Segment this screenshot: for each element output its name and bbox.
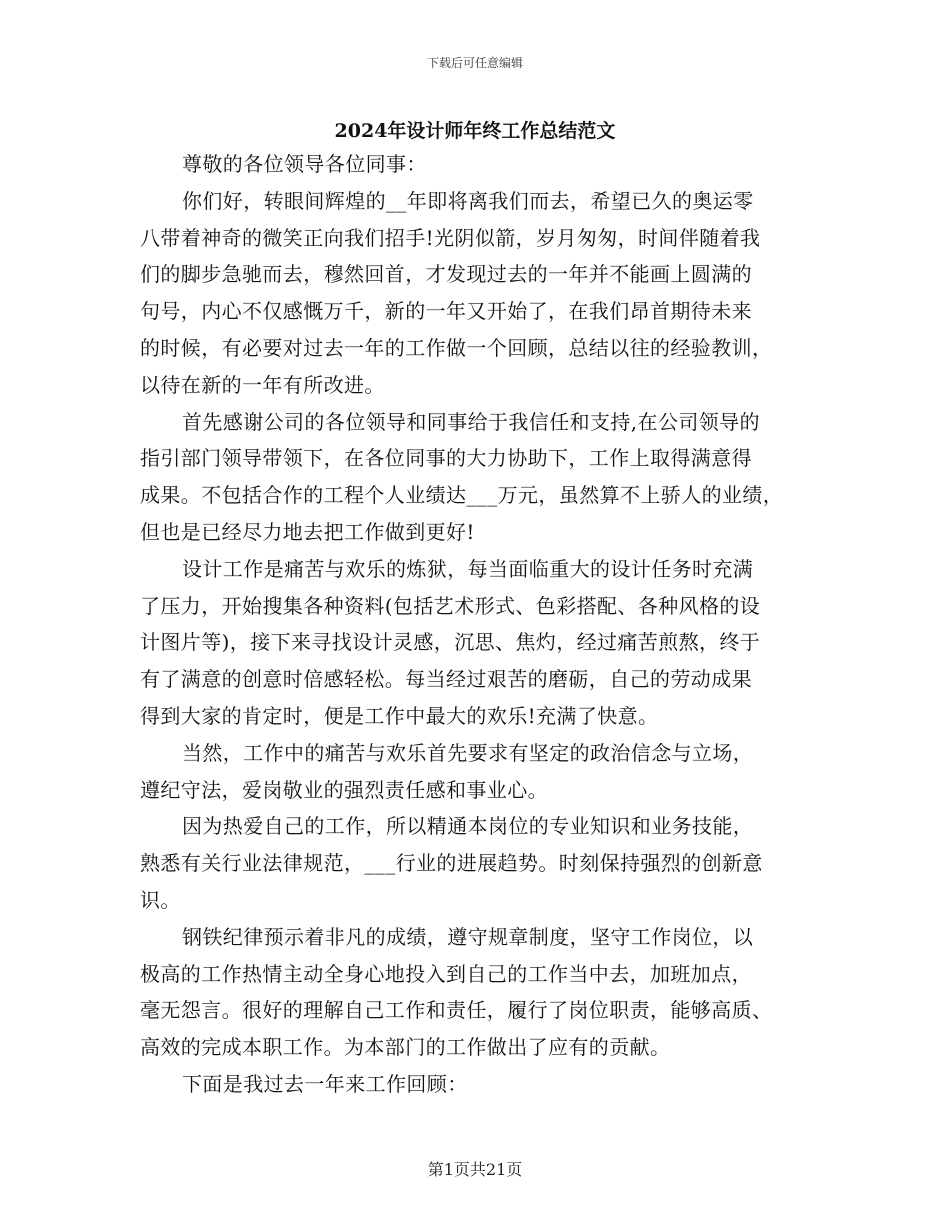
text-line: 下面是我过去一年来工作回顾： — [182, 1071, 468, 1096]
text-line: 成果。不包括合作的工程个人业绩达___万元，虽然算不上骄人的业绩， — [140, 483, 784, 508]
text-line: 因为热爱自己的工作，所以精通本岗位的专业知识和业务技能， — [182, 814, 754, 839]
text-line: 指引部门领导带领下，在各位同事的大力协助下，工作上取得满意得 — [140, 446, 752, 471]
page-number-footer: 第1页共21页 — [427, 1160, 523, 1179]
text-line: 得到大家的肯定时，便是工作中最大的欢乐!充满了快意。 — [140, 703, 659, 728]
text-line: 你们好，转眼间辉煌的__年即将离我们而去，希望已久的奥运零 — [182, 188, 754, 213]
text-line: 计图片等)，接下来寻找设计灵感，沉思、焦灼，经过痛苦煎熬，终于 — [140, 630, 761, 655]
text-line: 八带着神奇的微笑正向我们招手!光阴似箭，岁月匆匆，时间伴随着我 — [140, 225, 761, 250]
paragraph-belief — [140, 735, 812, 809]
header-note: 下载后可任意编辑 — [426, 56, 523, 70]
text-line: 了压力，开始搜集各种资料(包括艺术形式、色彩搭配、各种风格的设 — [140, 593, 761, 618]
paragraph-review-intro — [140, 1066, 812, 1103]
text-line: 毫无怨言。很好的理解自己工作和责任，履行了岗位职责，能够高质、 — [140, 998, 773, 1023]
text-line: 识。 — [140, 887, 181, 912]
text-line: 首先感谢公司的各位领导和同事给于我信任和支持,在公司领导的 — [182, 409, 760, 434]
text-line: 极高的工作热情主动全身心地投入到自己的工作当中去，加班加点， — [140, 961, 752, 986]
text-line: 的时候，有必要对过去一年的工作做一个回顾，总结以往的经验教训， — [140, 335, 773, 360]
paragraph-intro — [140, 183, 812, 404]
paragraph-discipline — [140, 919, 812, 1066]
paragraph-passion — [140, 808, 812, 918]
text-line: 句号，内心不仅感慨万千，新的一年又开始了，在我们昂首期待未来 — [140, 299, 752, 324]
document-body — [140, 146, 812, 1103]
text-line: 钢铁纪律预示着非凡的成绩，遵守规章制度，坚守工作岗位，以 — [182, 924, 754, 949]
text-line: 们的脚步急驰而去，穆然回首，才发现过去的一年并不能画上圆满的 — [140, 262, 752, 287]
paragraph-thanks — [140, 404, 812, 551]
text-line: 当然，工作中的痛苦与欢乐首先要求有坚定的政治信念与立场， — [182, 740, 754, 765]
text-line: 熟悉有关行业法律规范，___行业的进展趋势。时刻保持强烈的创新意 — [140, 851, 763, 876]
text-line: 高效的完成本职工作。为本部门的工作做出了应有的贡献。 — [140, 1035, 671, 1060]
text-line: 尊敬的各位领导各位同事： — [182, 152, 427, 176]
text-line: 以待在新的一年有所改进。 — [140, 372, 385, 397]
text-line: 设计工作是痛苦与欢乐的炼狱，每当面临重大的设计任务时充满 — [182, 556, 754, 581]
text-line: 遵纪守法，爱岗敬业的强烈责任感和事业心。 — [140, 777, 548, 802]
text-line: 有了满意的创意时倍感轻松。每当经过艰苦的磨砺，自己的劳动成果 — [140, 667, 752, 692]
paragraph-greeting — [140, 146, 812, 183]
document-title: 2024年设计师年终工作总结范文 — [334, 120, 616, 142]
text-line: 但也是已经尽力地去把工作做到更好! — [140, 519, 475, 544]
paragraph-design-work — [140, 551, 812, 735]
